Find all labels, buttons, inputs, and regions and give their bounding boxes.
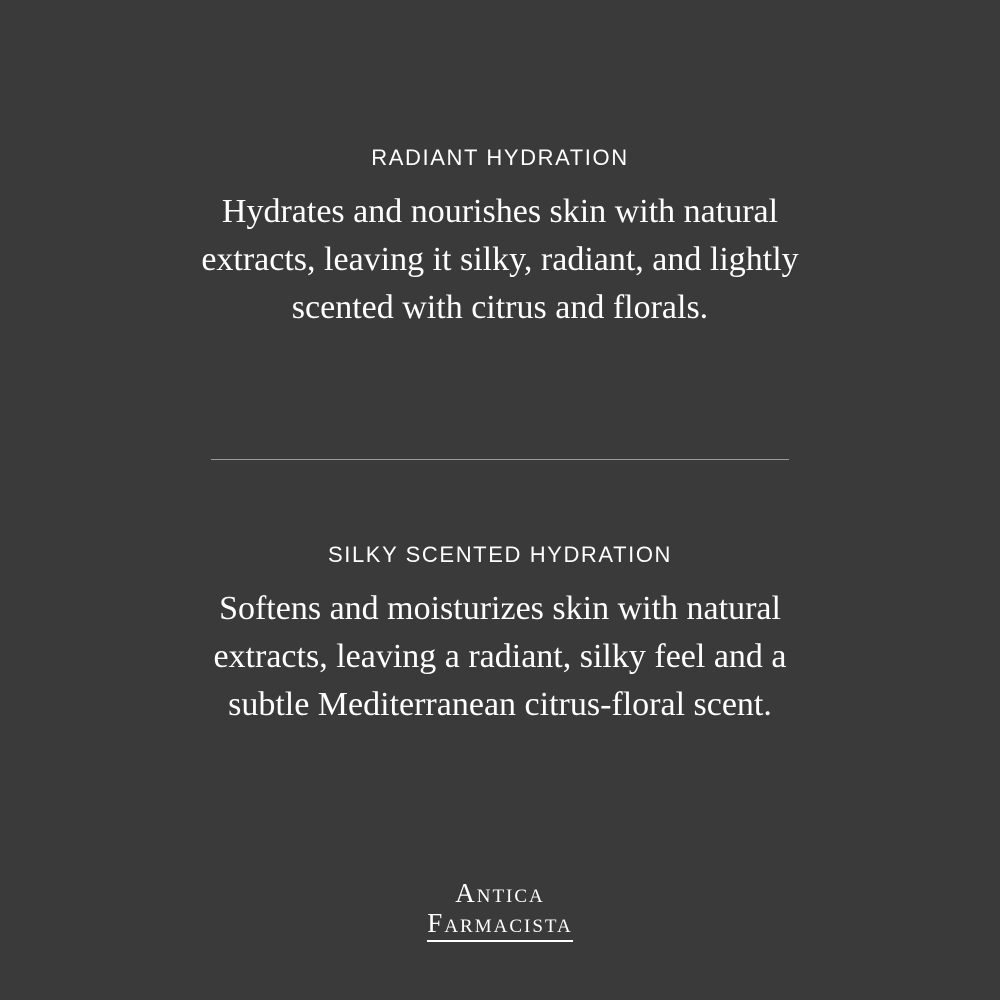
brand-logo	[0, 878, 1000, 942]
section-radiant-hydration	[0, 143, 1000, 332]
section-heading: SILKY SCENTED HYDRATION	[327, 542, 673, 567]
section-divider	[211, 459, 789, 460]
brand-logo-line-2: Farmacista	[427, 908, 573, 938]
section-silky-scented-hydration	[0, 540, 1000, 729]
brand-logo-line-1: Antica	[455, 878, 545, 908]
section-description: Softens and moisturizes skin with natural extracts, leaving a radiant, silky feel and a subtle Mediterranean citrus-floral scent.	[213, 590, 787, 723]
brand-logo-underline	[427, 940, 572, 942]
section-heading: RADIANT HYDRATION	[371, 145, 629, 170]
brand-logo-wordmark	[427, 878, 572, 942]
section-description: Hydrates and nourishes skin with natural extracts, leaving it silky, radiant, and lightly scented with citrus and florals.	[201, 193, 799, 326]
